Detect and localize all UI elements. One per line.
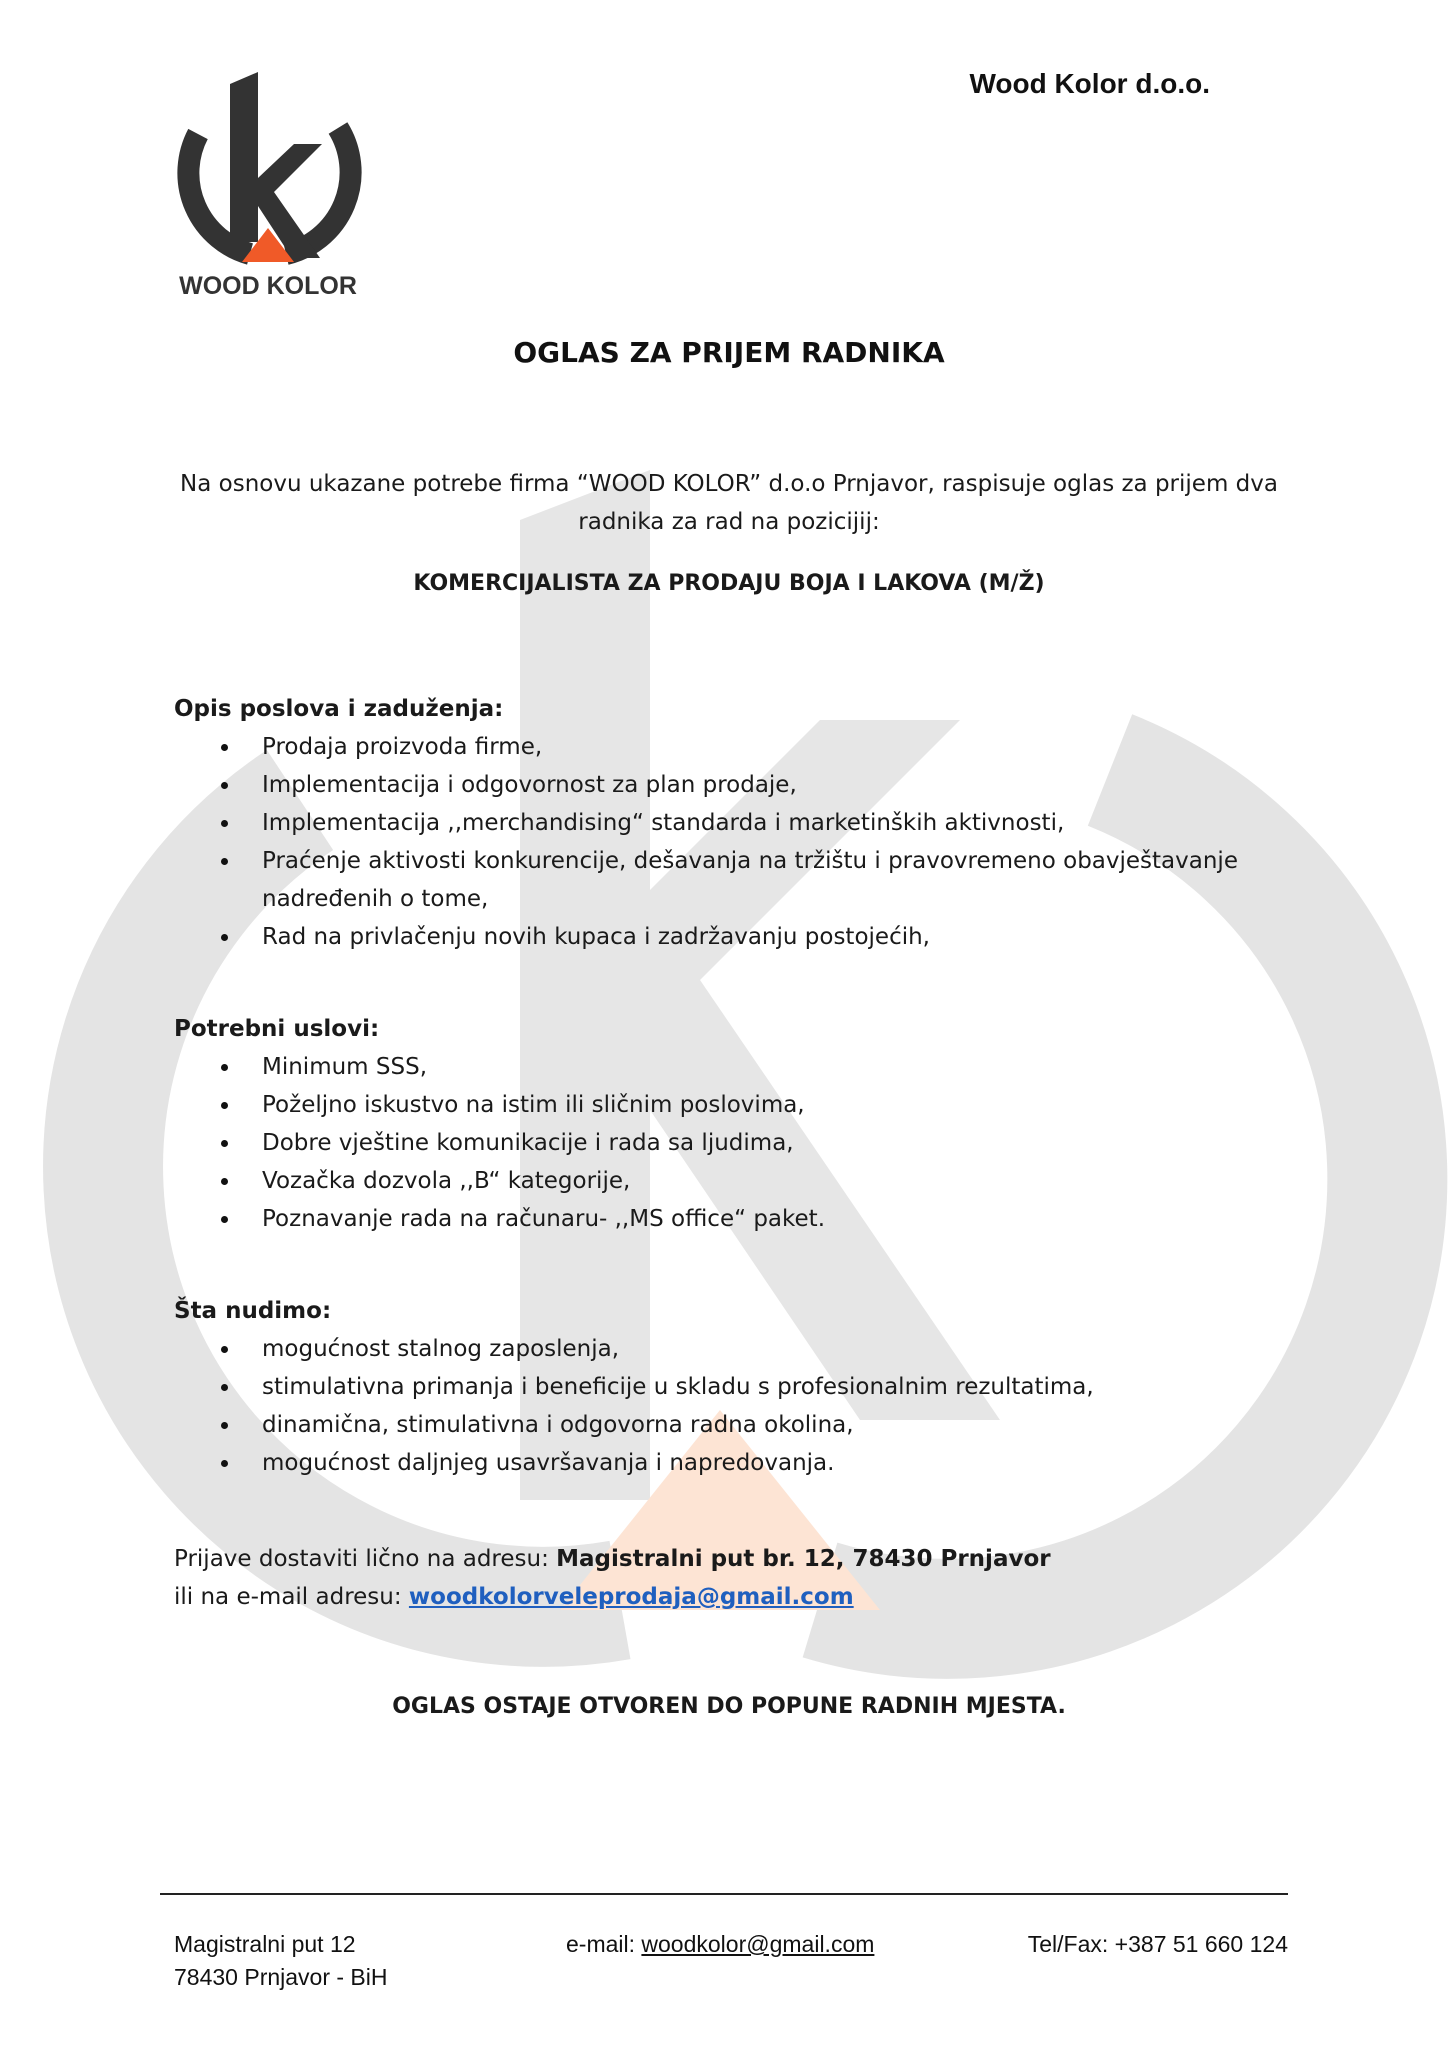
list-item: Vozačka dozvola ,,B“ kategorije, (262, 1162, 1284, 1200)
page-title: OGLAS ZA PRIJEM RADNIKA (513, 336, 945, 369)
footer-address (174, 1928, 388, 1994)
list-item: Prodaja proizvoda firme, (262, 728, 1284, 766)
footer-address-line-1: Magistralni put 12 (174, 1931, 356, 1957)
list-item: Implementacija ,,merchandising“ standarda i marketinških aktivnosti, (262, 804, 1284, 842)
intro-line-1: Na osnovu ukazane potrebe firma “WOOD KOLOR” d.o.o Prnjavor, raspisuje oglas za prijem dva (180, 471, 1278, 497)
list-item: Praćenje aktivosti konkurencije, dešavanja na tržištu i pravovremeno obavještavanje nadređenih o tome, (262, 842, 1284, 918)
closing-note: OGLAS OSTAJE OTVOREN DO POPUNE RADNIH MJESTA. (392, 1694, 1066, 1719)
intro-line-2: radnika za rad na pozicijij: (578, 509, 880, 535)
company-name: Wood Kolor d.o.o. (969, 68, 1210, 99)
position-title: KOMERCIJALISTA ZA PRODAJU BOJA I LAKOVA (M/Ž) (413, 571, 1045, 596)
list-item: dinamična, stimulativna i odgovorna radna okolina, (262, 1406, 1284, 1444)
list-item: Minimum SSS, (262, 1048, 1284, 1086)
list-item: Poželjno iskustvo na istim ili sličnim poslovima, (262, 1086, 1284, 1124)
duties-list (174, 728, 1284, 956)
footer-address-line-2: 78430 Prnjavor - BiH (174, 1964, 388, 1990)
application-email-link[interactable]: woodkolorveleprodaja@gmail.com (408, 1584, 854, 1610)
footer-email-label: e-mail: (566, 1931, 642, 1957)
list-item: Dobre vještine komunikacije i rada sa ljudima, (262, 1124, 1284, 1162)
ad-content (174, 336, 1284, 1719)
requirements-list (174, 1048, 1284, 1238)
email-prefix: ili na e-mail adresu: (174, 1584, 409, 1610)
footer-email (566, 1928, 874, 1961)
offer-list (174, 1330, 1284, 1482)
address-prefix: Prijave dostaviti lično na adresu: (174, 1546, 557, 1572)
application-info (174, 1540, 1284, 1616)
duties-heading: Opis poslova i zaduženja: (174, 696, 504, 722)
list-item: mogućnost daljnjeg usavršavanja i napredovanja. (262, 1444, 1284, 1482)
offer-heading: Šta nudimo: (174, 1298, 332, 1324)
footer-email-link[interactable]: woodkolor@gmail.com (641, 1931, 875, 1957)
footer-phone: Tel/Fax: +387 51 660 124 (1027, 1931, 1288, 1957)
application-address: Magistralni put br. 12, 78430 Prnjavor (556, 1546, 1051, 1572)
list-item: Implementacija i odgovornost za plan prodaje, (262, 766, 1284, 804)
list-item: stimulativna primanja i beneficije u skladu s profesionalnim rezultatima, (262, 1368, 1284, 1406)
list-item: mogućnost stalnog zaposlenja, (262, 1330, 1284, 1368)
wood-kolor-logo (168, 66, 368, 306)
list-item: Poznavanje rada na računaru- ,,MS office“ paket. (262, 1200, 1284, 1238)
requirements-heading: Potrebni uslovi: (174, 1016, 380, 1042)
footer-divider (160, 1893, 1288, 1895)
list-item: Rad na privlačenju novih kupaca i zadržavanju postojećih, (262, 918, 1284, 956)
intro-paragraph (174, 465, 1284, 541)
logo-text: WOOD KOLOR (179, 272, 357, 300)
